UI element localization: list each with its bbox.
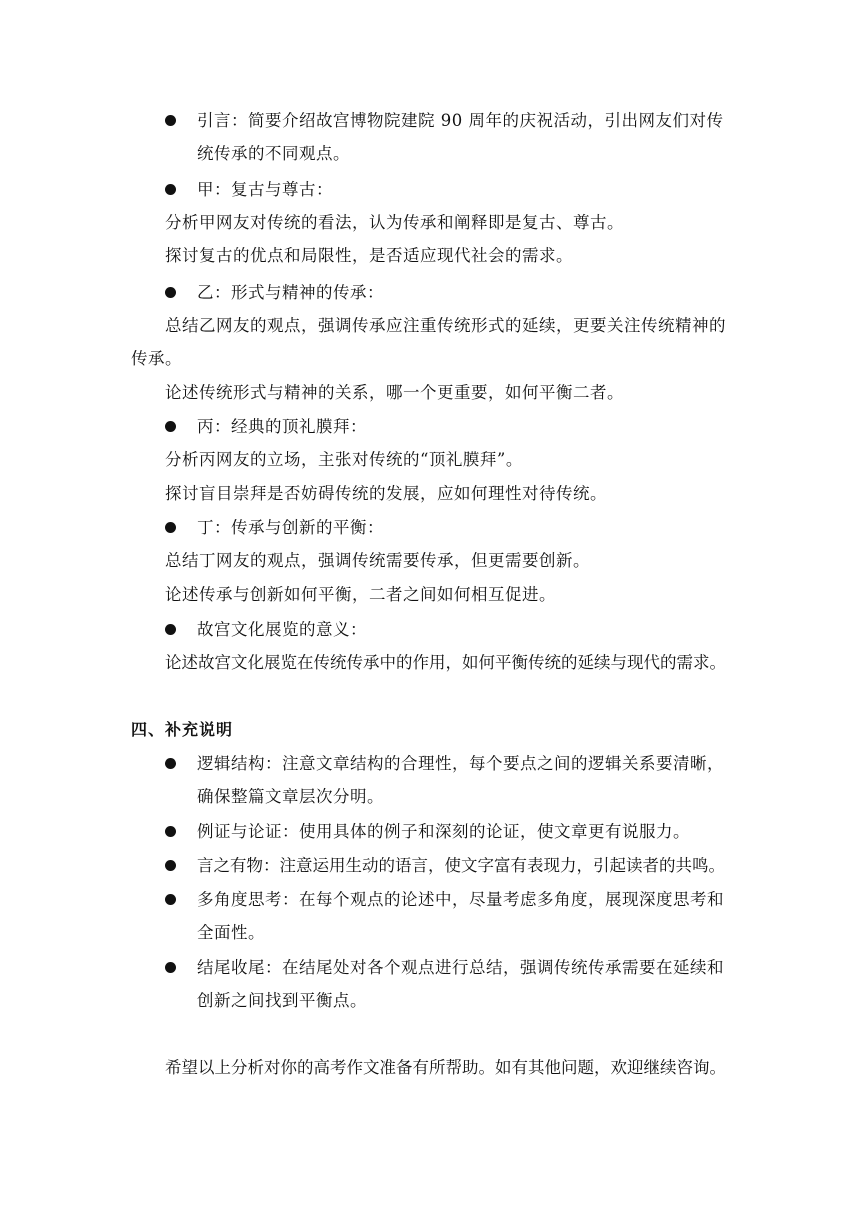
bullet-icon <box>165 758 176 769</box>
exhibit-label: 故宫文化展览的意义： <box>197 620 367 639</box>
bing-label: 丙：经典的顶礼膜拜： <box>197 417 367 436</box>
yi-label: 乙：形式与精神的传承： <box>197 283 384 302</box>
intro-line-1: 引言：简要介绍故宫博物院建院 90 周年的庆祝活动，引出网友们对传 <box>197 111 724 130</box>
closing-paragraph: 希望以上分析对你的高考作文准备有所帮助。如有其他问题，欢迎继续咨询。 <box>165 1058 726 1077</box>
language-line: 言之有物：注意运用生动的语言，使文字富有表现力，引起读者的共鸣。 <box>197 856 725 875</box>
bullet-icon <box>165 826 176 837</box>
ending-line-2: 创新之间找到平衡点。 <box>197 991 367 1010</box>
bullet-icon <box>165 860 176 871</box>
yi-paragraph-1-line-1: 总结乙网友的观点，强调传承应注重传统形式的延续，更要关注传统精神的 <box>165 316 726 335</box>
section-heading: 四、补充说明 <box>131 720 234 739</box>
ding-paragraph-2: 论述传承与创新如何平衡，二者之间如何相互促进。 <box>165 585 556 604</box>
jia-label: 甲：复古与尊古： <box>197 180 333 199</box>
bing-paragraph-2: 探讨盲目崇拜是否妨碍传统的发展，应如何理性对待传统。 <box>165 484 607 503</box>
ending-line-1: 结尾收尾：在结尾处对各个观点进行总结，强调传统传承需要在延续和 <box>197 958 724 977</box>
bullet-icon <box>165 624 176 635</box>
yi-paragraph-1-line-2: 传承。 <box>131 349 182 368</box>
bullet-icon <box>165 894 176 905</box>
perspective-line-2: 全面性。 <box>197 923 265 942</box>
ding-paragraph-1: 总结丁网友的观点，强调传统需要传承，但更需要创新。 <box>165 551 590 570</box>
yi-paragraph-2: 论述传统形式与精神的关系，哪一个更重要，如何平衡二者。 <box>165 383 624 402</box>
intro-line-2: 统传承的不同观点。 <box>197 144 350 163</box>
perspective-line-1: 多角度思考：在每个观点的论述中，尽量考虑多角度，展现深度思考和 <box>197 890 724 909</box>
bullet-icon <box>165 522 176 533</box>
logic-line-2: 确保整篇文章层次分明。 <box>197 787 384 806</box>
jia-paragraph-1: 分析甲网友对传统的看法，认为传承和阐释即是复古、尊古。 <box>165 213 624 232</box>
bullet-icon <box>165 115 176 126</box>
ding-label: 丁：传承与创新的平衡： <box>197 518 384 537</box>
bullet-icon <box>165 287 176 298</box>
jia-paragraph-2: 探讨复古的优点和局限性，是否适应现代社会的需求。 <box>165 246 573 265</box>
bullet-icon <box>165 184 176 195</box>
example-line: 例证与论证：使用具体的例子和深刻的论证，使文章更有说服力。 <box>197 822 690 841</box>
exhibit-paragraph: 论述故宫文化展览在传统传承中的作用，如何平衡传统的延续与现代的需求。 <box>165 653 726 672</box>
bullet-icon <box>165 962 176 973</box>
bullet-icon <box>165 421 176 432</box>
bing-paragraph-1: 分析丙网友的立场，主张对传统的“顶礼膜拜”。 <box>165 450 523 469</box>
logic-line-1: 逻辑结构：注意文章结构的合理性，每个要点之间的逻辑关系要清晰， <box>197 754 724 773</box>
